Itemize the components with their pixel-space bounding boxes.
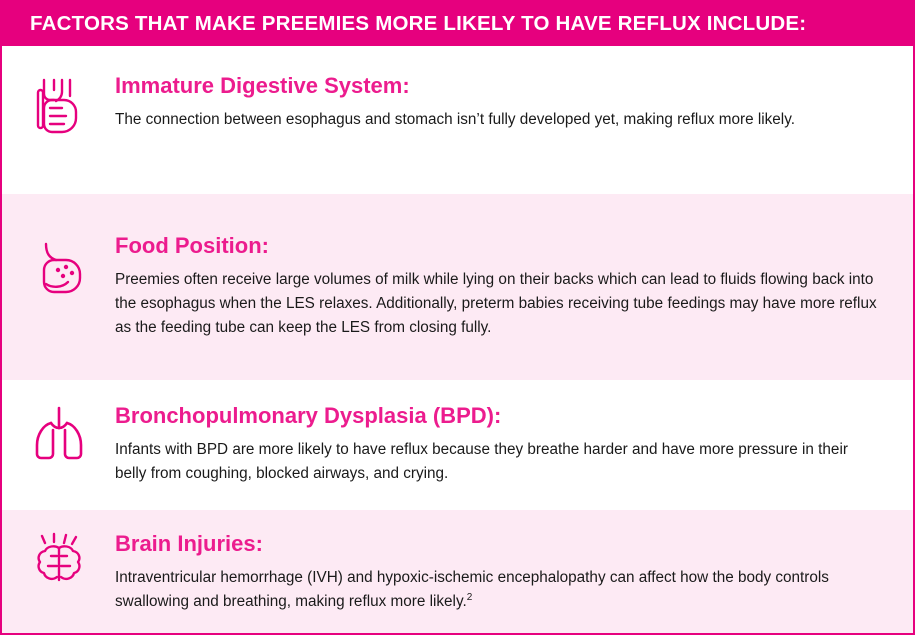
item-title: Immature Digestive System:: [115, 73, 410, 98]
text-cell: [115, 194, 913, 339]
icon-cell: [2, 380, 115, 460]
footnote-marker: 2: [466, 591, 473, 603]
list-item: [2, 46, 913, 194]
text-cell: [115, 46, 913, 132]
text-cell: [115, 380, 913, 486]
icon-cell: [2, 46, 115, 138]
list-item: [2, 194, 913, 380]
item-title: Bronchopulmonary Dysplasia (BPD):: [115, 403, 502, 428]
factor-list: [2, 46, 913, 635]
page-title: FACTORS THAT MAKE PREEMIES MORE LIKELY TO HAVE REFLUX INCLUDE:: [30, 11, 807, 35]
stomach-food-icon: [28, 240, 90, 298]
item-body: The connection between esophagus and stomach isn’t fully developed yet, making reflux more likely.: [115, 111, 795, 129]
stomach-digestive-icon: [30, 76, 88, 138]
header-bar: [2, 2, 913, 46]
list-item: [2, 380, 913, 510]
text-cell: [115, 510, 913, 614]
item-body-text: Intraventricular hemorrhage (IVH) and hypoxic-ischemic encephalopathy can affect how the body controls swallowing and breathing, making reflux more likely.: [115, 569, 829, 610]
item-body: Infants with BPD are more likely to have reflux because they breathe harder and have more pressure in their belly from coughing, blocked airways, and crying.: [115, 441, 848, 482]
item-title: Food Position:: [115, 233, 269, 258]
list-item: [2, 510, 913, 635]
item-body: Preemies often receive large volumes of milk while lying on their backs which can lead to fluids flowing back into the esophagus when the LES relaxes. Additionally, preterm babies receiving tube feedings may have more reflux as the feeding tube can keep the LES from closing fully.: [115, 271, 877, 336]
item-title: Brain Injuries:: [115, 531, 263, 556]
lungs-icon: [29, 404, 89, 460]
icon-cell: [2, 194, 115, 298]
icon-cell: [2, 510, 115, 588]
item-body: [115, 566, 883, 613]
brain-injury-icon: [30, 532, 88, 588]
